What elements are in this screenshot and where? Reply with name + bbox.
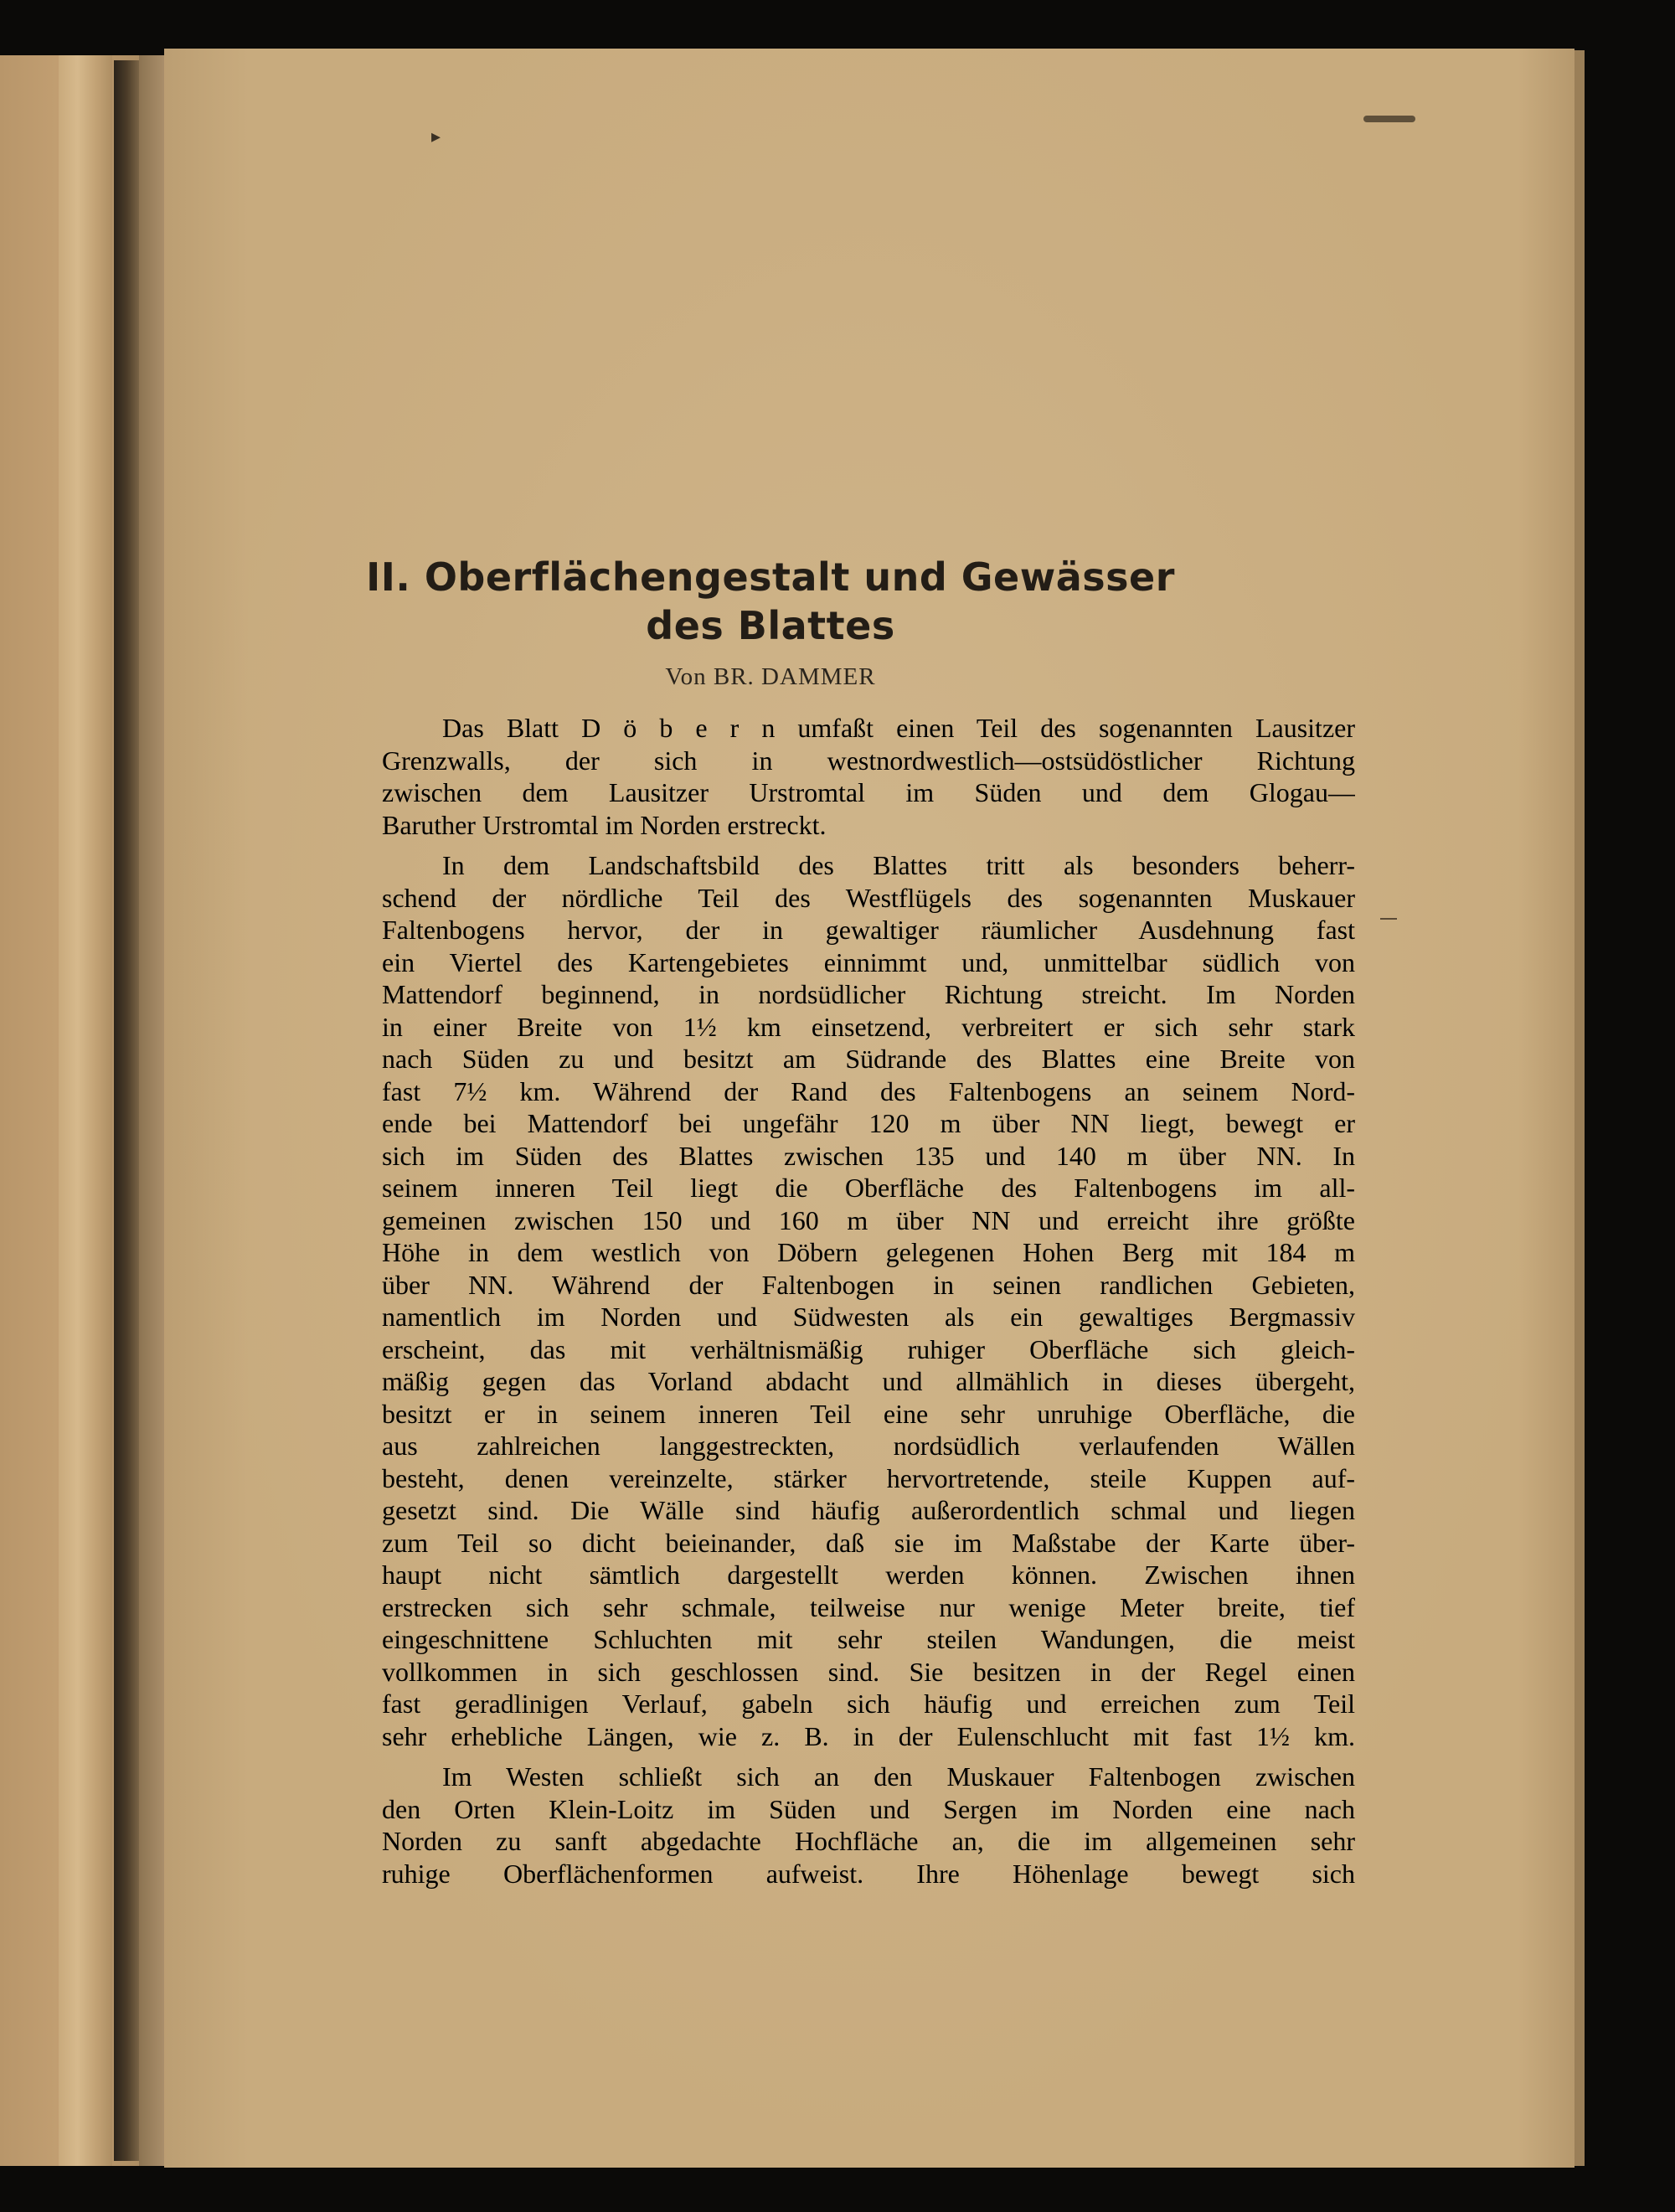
text-line: sehr erhebliche Längen, wie z. B. in der Eulenschlucht mit fast 1½ km. [382, 1720, 1355, 1751]
heading-line-2: des Blattes [646, 603, 895, 648]
text-line: gemeinen zwischen 150 und 160 m über NN und erreicht ihre größte [382, 1204, 1355, 1235]
section-heading [251, 553, 1290, 650]
text-line: Mattendorf beginnend, in nordsüdlicher Richtung streicht. Im Norden [382, 979, 1355, 1009]
text-line: ruhige Oberflächenformen aufweist. Ihre Höhenlage bewegt sich [382, 1858, 1355, 1889]
text-line: erstrecken sich sehr schmale, teilweise nur wenige Meter breite, tief [382, 1591, 1355, 1622]
text-line: haupt nicht sämtlich dargestellt werden können. Zwischen ihnen [382, 1560, 1355, 1590]
text-line: ein Viertel des Kartengebietes einnimmt und, unmittelbar südlich von [382, 946, 1355, 977]
text-line: eingeschnittene Schluchten mit sehr steilen Wandungen, die meist [382, 1624, 1355, 1654]
text-line: seinem inneren Teil liegt die Oberfläche des Faltenbogens im all- [382, 1173, 1355, 1203]
text-line: den Orten Klein-Loitz im Süden und Sergen im Norden eine nach [382, 1793, 1355, 1824]
text-line: aus zahlreichen langgestreckten, nordsüdlich verlaufenden Wällen [382, 1431, 1355, 1461]
text-line: Baruther Urstromtal im Norden erstreckt. [382, 809, 827, 840]
text-line: vollkommen in sich geschlossen sind. Sie besitzen in der Regel einen [382, 1656, 1355, 1687]
text-line: Höhe in dem westlich von Döbern gelegenen Hohen Berg mit 184 m [382, 1237, 1355, 1267]
text-line: zum Teil so dicht beieinander, daß sie im Maßstabe der Karte über- [382, 1527, 1355, 1558]
text-line: In dem Landschaftsbild des Blattes tritt als besonders beherr- [442, 850, 1355, 880]
binding-gutter [114, 60, 139, 2161]
gutter-band [59, 55, 112, 2166]
paragraph-3 [382, 1761, 1355, 1890]
text-line: schend der nördliche Teil des Westflügels des sogenannten Muskauer [382, 882, 1355, 913]
body-text [382, 712, 1355, 1898]
text-line: Faltenbogens hervor, der in gewaltiger räumlicher Ausdehnung fast [382, 915, 1355, 945]
paragraph-1 [382, 712, 1355, 841]
heading-line-1: II. Oberflächengestalt und Gewässer [366, 554, 1175, 600]
text-line: gesetzt sind. Die Wälle sind häufig außerordentlich schmal und liegen [382, 1495, 1355, 1525]
ink-smudge [1363, 116, 1415, 122]
text-line: zwischen dem Lausitzer Urstromtal im Süden und dem Glogau— [382, 777, 1355, 807]
text-line: mäßig gegen das Vorland abdacht und allmählich in dieses übergeht, [382, 1366, 1355, 1396]
text-line: Grenzwalls, der sich in westnordwestlich—ostsüdöstlicher Richtung [382, 745, 1355, 776]
text-line: Norden zu sanft abgedachte Hochfläche an, die im allgemeinen sehr [382, 1826, 1355, 1856]
margin-mark [1380, 918, 1397, 920]
text-line: sich im Süden des Blattes zwischen 135 und 140 m über NN. In [382, 1140, 1355, 1171]
text-line: ende bei Mattendorf bei ungefähr 120 m über NN liegt, bewegt er [382, 1108, 1355, 1138]
text-line: besteht, denen vereinzelte, stärker hervortretende, steile Kuppen auf- [382, 1462, 1355, 1493]
paragraph-2 [382, 849, 1355, 1752]
text-line: erscheint, das mit verhältnismäßig ruhiger Oberfläche sich gleich- [382, 1333, 1355, 1364]
text-line: über NN. Während der Faltenbogen in seinen randlichen Gebieten, [382, 1269, 1355, 1300]
text-line: fast 7½ km. Während der Rand des Faltenbogens an seinem Nord- [382, 1075, 1355, 1106]
text-line: in einer Breite von 1½ km einsetzend, verbreitert er sich sehr stark [382, 1011, 1355, 1042]
text-line: besitzt er in seinem inneren Teil eine sehr unruhige Oberfläche, die [382, 1398, 1355, 1429]
text-line: Das Blatt D ö b e r n umfaßt einen Teil des sogenannten Lausitzer [442, 713, 1355, 743]
text-line: nach Süden zu und besitzt am Südrande des Blattes eine Breite von [382, 1044, 1355, 1074]
speck-mark: ▸ [431, 126, 441, 147]
text-line: fast geradlinigen Verlauf, gabeln sich häufig und erreichen zum Teil [382, 1689, 1355, 1719]
text-line: Im Westen schließt sich an den Muskauer Faltenbogen zwischen [442, 1761, 1355, 1792]
author-byline: Von BR. DAMMER [665, 663, 876, 690]
page-edge [1574, 50, 1585, 2166]
text-line: namentlich im Norden und Südwesten als ein gewaltiges Bergmassiv [382, 1302, 1355, 1332]
